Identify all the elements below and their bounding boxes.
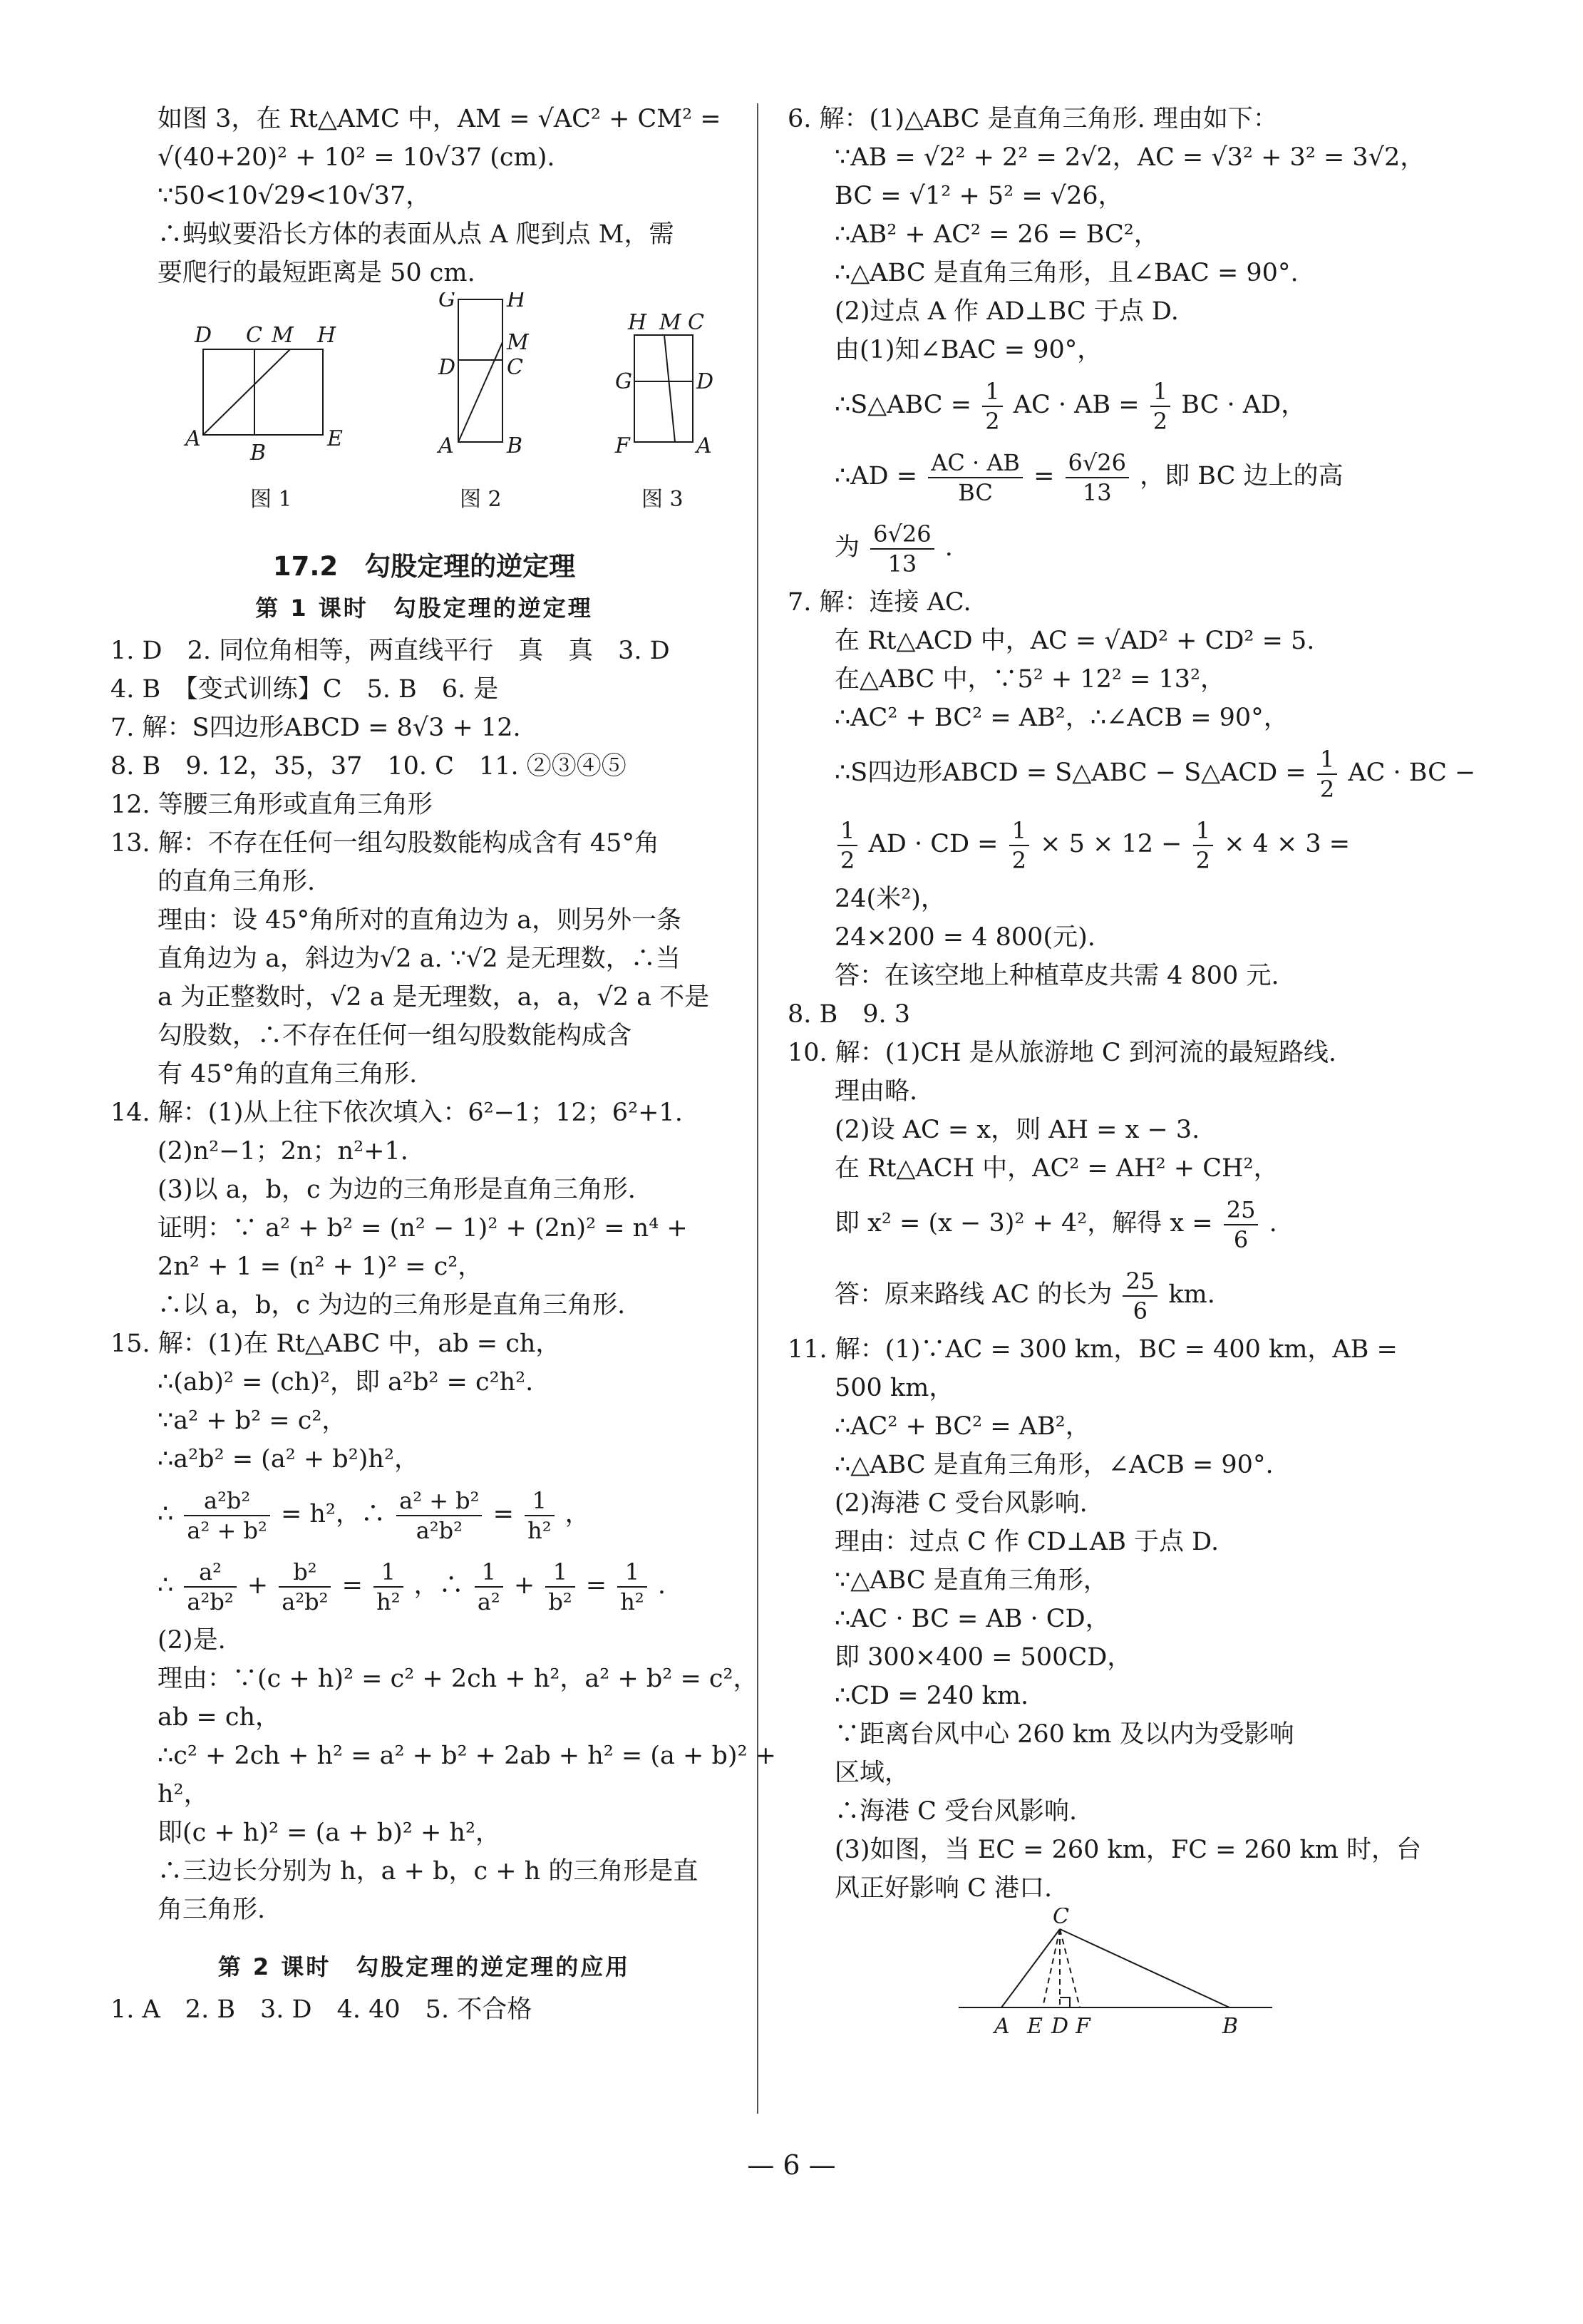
fig3-label-g: G [615, 369, 632, 394]
fraction [1009, 816, 1029, 875]
numerator: 6√26 [1066, 448, 1129, 478]
text: km. [1168, 1280, 1215, 1309]
fraction [184, 1558, 236, 1616]
fig-label-f: F [1076, 2014, 1090, 2039]
numerator: 25 [1224, 1196, 1259, 1225]
numerator: 6√26 [870, 520, 934, 550]
answer-line: 8. B 9. 3 [788, 1000, 911, 1029]
answer-line: 答：在该空地上种植草皮共需 4 800 元. [835, 962, 1279, 990]
answer-line-fraction [788, 808, 1458, 880]
answer-line: 1. A 2. B 3. D 4. 40 5. 不合格 [110, 1995, 532, 2024]
answer-line: 10. 解：(1)CH 是从旅游地 C 到河流的最短路线. [788, 1039, 1336, 1067]
answer-line: a 为正整数时，√2 a 是无理数，a，a，√2 a 不是 [158, 983, 710, 1012]
answer-line-fraction [788, 737, 1476, 808]
fig2-label-g: G [438, 292, 455, 312]
numerator: 1 [1193, 816, 1213, 846]
text: ∴ [158, 1571, 174, 1600]
answer-line: 24(米²)， [835, 885, 946, 913]
fraction [1317, 745, 1337, 803]
text: + [247, 1571, 269, 1600]
text-line: ∴蚂蚁要沿长方体的表面从点 A 爬到点 M，需 [158, 220, 674, 249]
fraction [525, 1486, 554, 1545]
figure-3 [634, 335, 693, 442]
answer-line-fraction [788, 369, 1458, 441]
fig1-label-b: B [250, 441, 267, 466]
fig3-label-d: D [696, 369, 714, 394]
answer-line: ∵△ABC 是直角三角形， [835, 1566, 1108, 1595]
answer-line-fraction [788, 1188, 1458, 1259]
fig-label-b: B [1222, 2014, 1239, 2039]
fig1-label-c: C [246, 323, 262, 348]
answer-line: 理由略. [835, 1077, 918, 1106]
answer-line: ∴三边长分别为 h，a + b，c + h 的三角形是直 [158, 1857, 698, 1886]
denominator: h² [620, 1588, 644, 1615]
answer-line: ∴CD = 240 km. [835, 1682, 1029, 1710]
fig1-label-h: H [317, 323, 336, 348]
text: AC · AB = [1013, 391, 1140, 419]
text: 即 x² = (x − 3)² + 4²，解得 x = [835, 1209, 1213, 1238]
answer-line: 在△ABC 中，∵5² + 12² = 13²， [835, 665, 1226, 694]
denominator: 2 [1011, 846, 1027, 874]
denominator: a²b² [282, 1588, 329, 1615]
denominator: a² + b² [187, 1516, 267, 1544]
answer-line: 1. D 2. 同位角相等，两直线平行 真 真 3. D [110, 637, 670, 665]
answer-line: (2)过点 A 作 AD⊥BC 于点 D. [835, 297, 1179, 326]
denominator: h² [527, 1516, 552, 1544]
answer-line: 12. 等腰三角形或直角三角形 [110, 791, 433, 819]
text: ，即 BC 边上的高 [1140, 462, 1344, 490]
text: = [493, 1500, 514, 1528]
answer-line: 2n² + 1 = (n² + 1)² = c²， [158, 1253, 483, 1281]
answer-line: ∴AC · BC = AB · CD， [835, 1605, 1110, 1633]
fig2-label-b: B [507, 433, 523, 458]
answer-line: ∵AB = √2² + 2² = 2√2，AC = √3² + 3² = 3√2， [835, 143, 1425, 172]
text: + [513, 1571, 535, 1600]
fraction [1224, 1196, 1259, 1254]
numerator: 1 [982, 377, 1002, 407]
fraction [279, 1558, 331, 1616]
fig-label-d: D [1051, 2014, 1069, 2039]
answer-line: 理由：∵(c + h)² = c² + 2ch + h²，a² + b² = c²， [158, 1665, 758, 1693]
fig2-label-a: A [438, 433, 454, 458]
text-line: ∵50<10√29<10√37， [158, 182, 431, 210]
answer-line: 区域， [835, 1759, 910, 1787]
answer-line: (2)n²−1；2n；n²+1. [158, 1137, 408, 1166]
typhoon-triangle-figure [788, 1908, 1458, 2043]
text: AD · CD = [868, 830, 999, 858]
answer-line-fraction [788, 1259, 1458, 1330]
answer-line: ∴AB² + AC² = 26 = BC²， [835, 220, 1159, 249]
answer-line: 7. 解：S四边形ABCD = 8√3 + 12. [110, 714, 521, 742]
fig1-label-d: D [195, 323, 212, 348]
text: . [1269, 1209, 1277, 1238]
numerator: 1 [545, 1558, 574, 1588]
answer-line: 有 45°角的直角三角形. [158, 1060, 418, 1089]
numerator: 1 [1150, 377, 1170, 407]
answer-line: 6. 解：(1)△ABC 是直角三角形. 理由如下： [788, 105, 1278, 133]
text: . [657, 1571, 666, 1600]
answer-line: BC = √1² + 5² = √26， [835, 182, 1123, 210]
text: = [1033, 462, 1055, 490]
answer-line: (2)海港 C 受台风影响. [835, 1489, 1088, 1518]
denominator: h² [376, 1588, 401, 1615]
denominator: 2 [1319, 775, 1335, 803]
fig3-label-h: H [628, 310, 647, 335]
fig3-label-f: F [615, 433, 630, 458]
text: ，∴ [413, 1571, 464, 1600]
text-line: 如图 3，在 Rt△AMC 中，AM = √AC² + CM² = [158, 105, 721, 133]
answer-line: 500 km， [835, 1374, 954, 1402]
answer-line: 即 300×400 = 500CD， [835, 1643, 1133, 1672]
numerator: 1 [837, 816, 857, 846]
denominator: 2 [1195, 846, 1210, 874]
answer-line: 11. 解：(1)∵AC = 300 km，BC = 400 km，AB = [788, 1335, 1398, 1364]
figure-1 [203, 349, 323, 435]
answer-line: 理由：过点 C 作 CD⊥AB 于点 D. [835, 1528, 1220, 1556]
text: × 4 × 3 = [1224, 830, 1351, 858]
answer-line: (2)是. [158, 1626, 226, 1655]
answer-line: ∴AC² + BC² = AB²，∴∠ACB = 90°， [835, 704, 1289, 732]
denominator: b² [548, 1588, 572, 1615]
fig3-label-a: A [696, 433, 712, 458]
answer-line-fraction [788, 441, 1458, 512]
text: = [341, 1571, 363, 1600]
numerator: 1 [525, 1486, 554, 1516]
fraction [1193, 816, 1213, 875]
answer-line: ∴海港 C 受台风影响. [835, 1797, 1078, 1826]
denominator: a² [477, 1588, 500, 1615]
denominator: 6 [1133, 1297, 1148, 1325]
answer-line: ∴△ABC 是直角三角形，且∠BAC = 90°. [835, 259, 1299, 287]
answer-line: ab = ch， [158, 1703, 280, 1732]
fig2-caption: 图 2 [460, 487, 502, 512]
answer-line-fraction [110, 1479, 738, 1550]
denominator: 2 [1153, 407, 1168, 435]
fraction [373, 1558, 403, 1616]
denominator: a²b² [187, 1588, 234, 1615]
answer-line: ∴a²b² = (a² + b²)h²， [158, 1445, 419, 1474]
answer-line: ∴AC² + BC² = AB²， [835, 1412, 1090, 1441]
right-column [788, 100, 1476, 2055]
denominator: a²b² [416, 1516, 463, 1544]
numerator: 1 [617, 1558, 646, 1588]
denominator: 13 [887, 550, 917, 577]
cuboid-unfolding-figures [110, 292, 738, 528]
text: 为 [835, 533, 860, 562]
answer-line: 在 Rt△ACD 中，AC = √AD² + CD² = 5. [835, 627, 1315, 655]
answer-line: 角三角形. [158, 1896, 266, 1924]
text: ∴S四边形ABCD = S△ABC − S△ACD = [835, 759, 1306, 787]
numerator: 25 [1123, 1267, 1157, 1297]
fraction [1066, 448, 1129, 507]
answer-line: h²， [158, 1780, 209, 1809]
fig3-label-c: C [688, 310, 704, 335]
text: ， [564, 1500, 590, 1528]
fig3-caption: 图 3 [641, 487, 684, 512]
fraction [1123, 1267, 1157, 1325]
fraction [396, 1486, 482, 1545]
answer-line: 的直角三角形. [158, 868, 316, 896]
denominator: 6 [1233, 1225, 1249, 1253]
answer-line: 8. B 9. 12，35，37 10. C 11. ②③④⑤ [110, 752, 627, 781]
answer-line: ∵a² + b² = c²， [158, 1407, 347, 1435]
numerator: 1 [373, 1558, 403, 1588]
denominator: 13 [1082, 478, 1112, 506]
answer-line: ∴以 a，b，c 为边的三角形是直角三角形. [158, 1291, 626, 1320]
answer-line: 13. 解：不存在任何一组勾股数能构成含有 45°角 [110, 829, 659, 858]
fig3-label-m: M [659, 310, 681, 335]
answer-line: 由(1)知∠BAC = 90°， [835, 336, 1103, 364]
answer-line: 证明：∵ a² + b² = (n² − 1)² + (2n)² = n⁴ + [158, 1214, 688, 1243]
fig1-caption: 图 1 [250, 487, 292, 512]
answer-line: ∴△ABC 是直角三角形，∠ACB = 90°. [835, 1451, 1274, 1479]
text: 答：原来路线 AC 的长为 [835, 1280, 1113, 1309]
answer-line: 7. 解：连接 AC. [788, 588, 971, 617]
answer-line-fraction [110, 1550, 738, 1621]
text: × 5 × 12 − [1040, 830, 1182, 858]
numerator: a²b² [184, 1486, 269, 1516]
fraction [982, 377, 1002, 436]
column-divider [757, 103, 758, 2114]
answer-line: 15. 解：(1)在 Rt△ABC 中，ab = ch， [110, 1330, 561, 1358]
numerator: b² [279, 1558, 331, 1588]
fig1-label-e: E [327, 426, 343, 451]
left-column [110, 100, 777, 2029]
numerator: 1 [475, 1558, 503, 1588]
denominator: BC [958, 478, 993, 506]
text: = h²，∴ [280, 1500, 386, 1528]
lesson-title: 第 1 课时 勾股定理的逆定理 [255, 595, 593, 622]
fig-label-a: A [994, 2014, 1010, 2039]
fig2-label-m: M [507, 330, 529, 355]
fraction [837, 816, 857, 875]
answer-line: 即(c + h)² = (a + b)² + h²， [158, 1819, 500, 1847]
fraction [545, 1558, 574, 1616]
text: . [944, 533, 953, 562]
fig2-label-d: D [438, 355, 456, 380]
answer-line: 风正好影响 C 港口. [835, 1874, 1053, 1903]
text: AC · BC − [1348, 759, 1476, 787]
text: ∴AD = [835, 462, 918, 490]
answer-line: (2)设 AC = x，则 AH = x − 3. [835, 1116, 1200, 1144]
text: BC · AD， [1181, 391, 1306, 419]
fraction [870, 520, 934, 578]
denominator: 2 [985, 407, 1000, 435]
numerator: a² [184, 1558, 236, 1588]
numerator: 1 [1009, 816, 1029, 846]
fraction [184, 1486, 269, 1545]
answer-line: (3)如图，当 EC = 260 km，FC = 260 km 时，台 [835, 1836, 1422, 1864]
figure-2 [458, 299, 502, 442]
answer-line: 直角边为 a，斜边为√2 a. ∵√2 是无理数，∴当 [158, 945, 681, 973]
denominator: 2 [840, 846, 855, 874]
page-number: — 6 — [747, 2149, 836, 2181]
fig1-label-m: M [272, 323, 294, 348]
text: ∴S△ABC = [835, 391, 972, 419]
answer-line: ∴(ab)² = (ch)²，即 a²b² = c²h². [158, 1368, 534, 1397]
answer-line: 在 Rt△ACH 中，AC² = AH² + CH²， [835, 1154, 1279, 1183]
text: = [585, 1571, 607, 1600]
section-title: 17.2 勾股定理的逆定理 [272, 551, 576, 582]
fig2-label-h: H [507, 292, 526, 312]
numerator: AC · AB [928, 448, 1023, 478]
answer-line: 24×200 = 4 800(元). [835, 923, 1095, 952]
answer-line: 14. 解：(1)从上往下依次填入：6²−1；12；6²+1. [110, 1099, 683, 1127]
numerator: 1 [1317, 745, 1337, 775]
fraction [617, 1558, 646, 1616]
answer-line: 勾股数，∴不存在任何一组勾股数能构成含 [158, 1022, 632, 1050]
numerator: a² + b² [396, 1486, 482, 1516]
fraction [928, 448, 1023, 507]
text: ∴ [158, 1500, 174, 1528]
answer-line: 4. B 【变式训练】C 5. B 6. 是 [110, 675, 499, 704]
answer-line: ∴c² + 2ch + h² = a² + b² + 2ab + h² = (a + b)² + [158, 1742, 777, 1770]
text-line: 要爬行的最短距离是 50 cm. [158, 259, 475, 287]
answer-line: 理由：设 45°角所对的直角边为 a，则另外一条 [158, 906, 682, 935]
answer-line: ∵距离台风中心 260 km 及以内为受影响 [835, 1720, 1294, 1749]
answer-line-fraction [788, 512, 1458, 583]
fig2-label-c: C [507, 355, 523, 380]
answer-line: (3)以 a，b，c 为边的三角形是直角三角形. [158, 1176, 636, 1204]
fraction [1150, 377, 1170, 436]
lesson-title: 第 2 课时 勾股定理的逆定理的应用 [217, 1953, 631, 1980]
fraction [475, 1558, 503, 1616]
fig-label-c: C [1053, 1908, 1069, 1929]
text-line: √(40+20)² + 10² = 10√37 (cm). [158, 143, 555, 172]
fig1-label-a: A [185, 426, 201, 451]
fig-label-e: E [1027, 2014, 1043, 2039]
